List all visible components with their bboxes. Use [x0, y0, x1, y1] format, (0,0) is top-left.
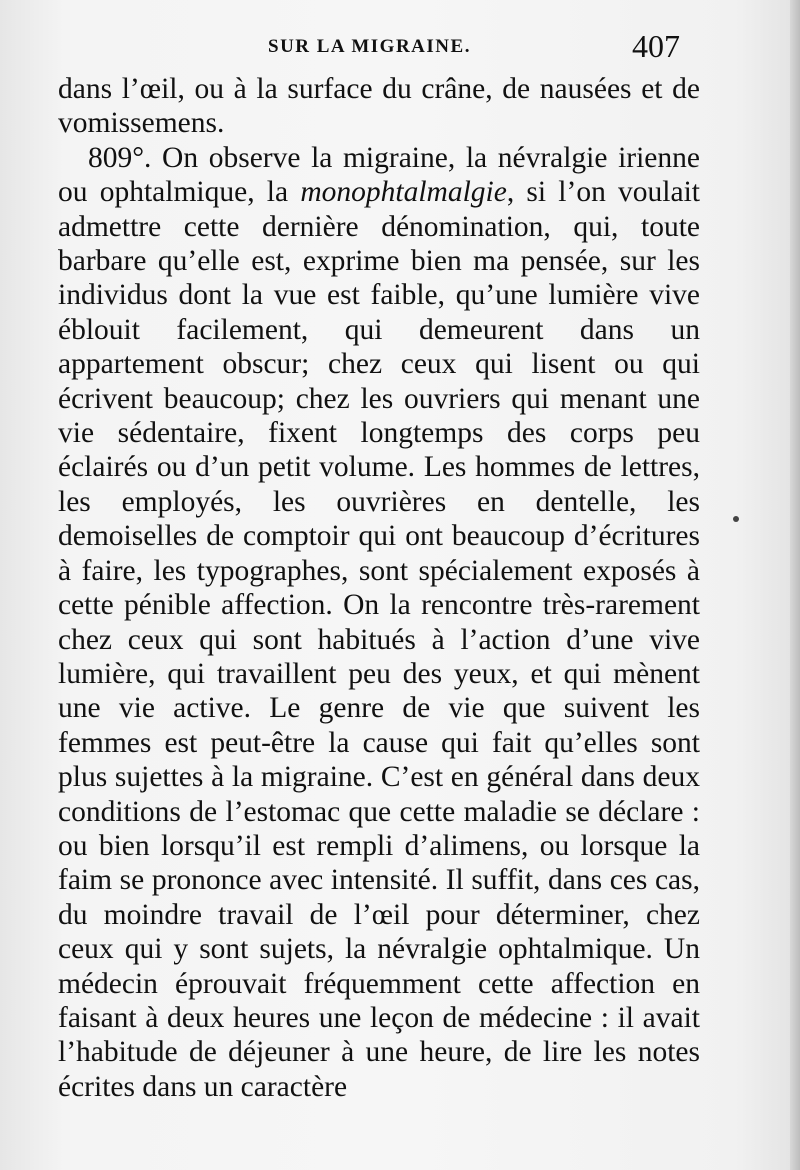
page-edge-shadow	[790, 0, 800, 1170]
ink-speck	[733, 516, 739, 522]
body-text	[58, 72, 700, 1104]
paragraph-809	[58, 141, 700, 1104]
paragraph-809-start: 809°. On observe la migraine, la névralgie irienne ou ophtalmique, la	[58, 141, 700, 209]
page-number: 407	[632, 28, 680, 64]
paragraph-809-rest: , si l’on voulait admettre cette dernière dénomination, qui, toute barbare qu’elle est, exprime bien ma pensée, sur les individus dont la vue est faible, qu’une lumière vive éblouit facilement, qui demeurent dans un appartement obscur; chez ceux qui lisent ou qui écrivent beaucoup; chez les ouvriers qui menant une vie sédentaire, fixent longtemps des corps peu éclairés ou d’un petit volume. Les hommes de lettres, les employés, les ouvrières en dentelle, les demoiselles de comptoir qui ont beaucoup d’écritures à faire, les typographes, sont spécialement exposés à cette pénible affection. On la rencontre très-rarement chez ceux qui sont habitués à l’action d’une vive lumière, qui travaillent peu des yeux, et qui mènent une vie active. Le genre de vie que suivent les femmes est peut-être la cause qui fait qu’elles sont plus sujettes à la migraine. C’est en général dans deux conditions de l’estomac que cette maladie se déclare : ou bien lorsqu’il est rempli d’alimens, ou lorsque la faim se prononce avec intensité. Il suffit, dans ces cas, du moindre travail de l’œil pour déterminer, chez ceux qui y sont sujets, la névralgie ophtalmique. Un médecin éprouvait fréquemment cette affection en faisant à deux heures une leçon de médecine : il avait l’habitude de déjeuner à une heure, de lire les notes écrites dans un caractère	[58, 176, 700, 1103]
page-header	[0, 28, 800, 72]
paragraph-1: dans l’œil, ou à la surface du crâne, de nausées et de vomissemens.	[58, 73, 700, 140]
italic-term: monophtalmalgie	[300, 176, 507, 209]
running-title: SUR LA MIGRAINE.	[268, 36, 471, 57]
